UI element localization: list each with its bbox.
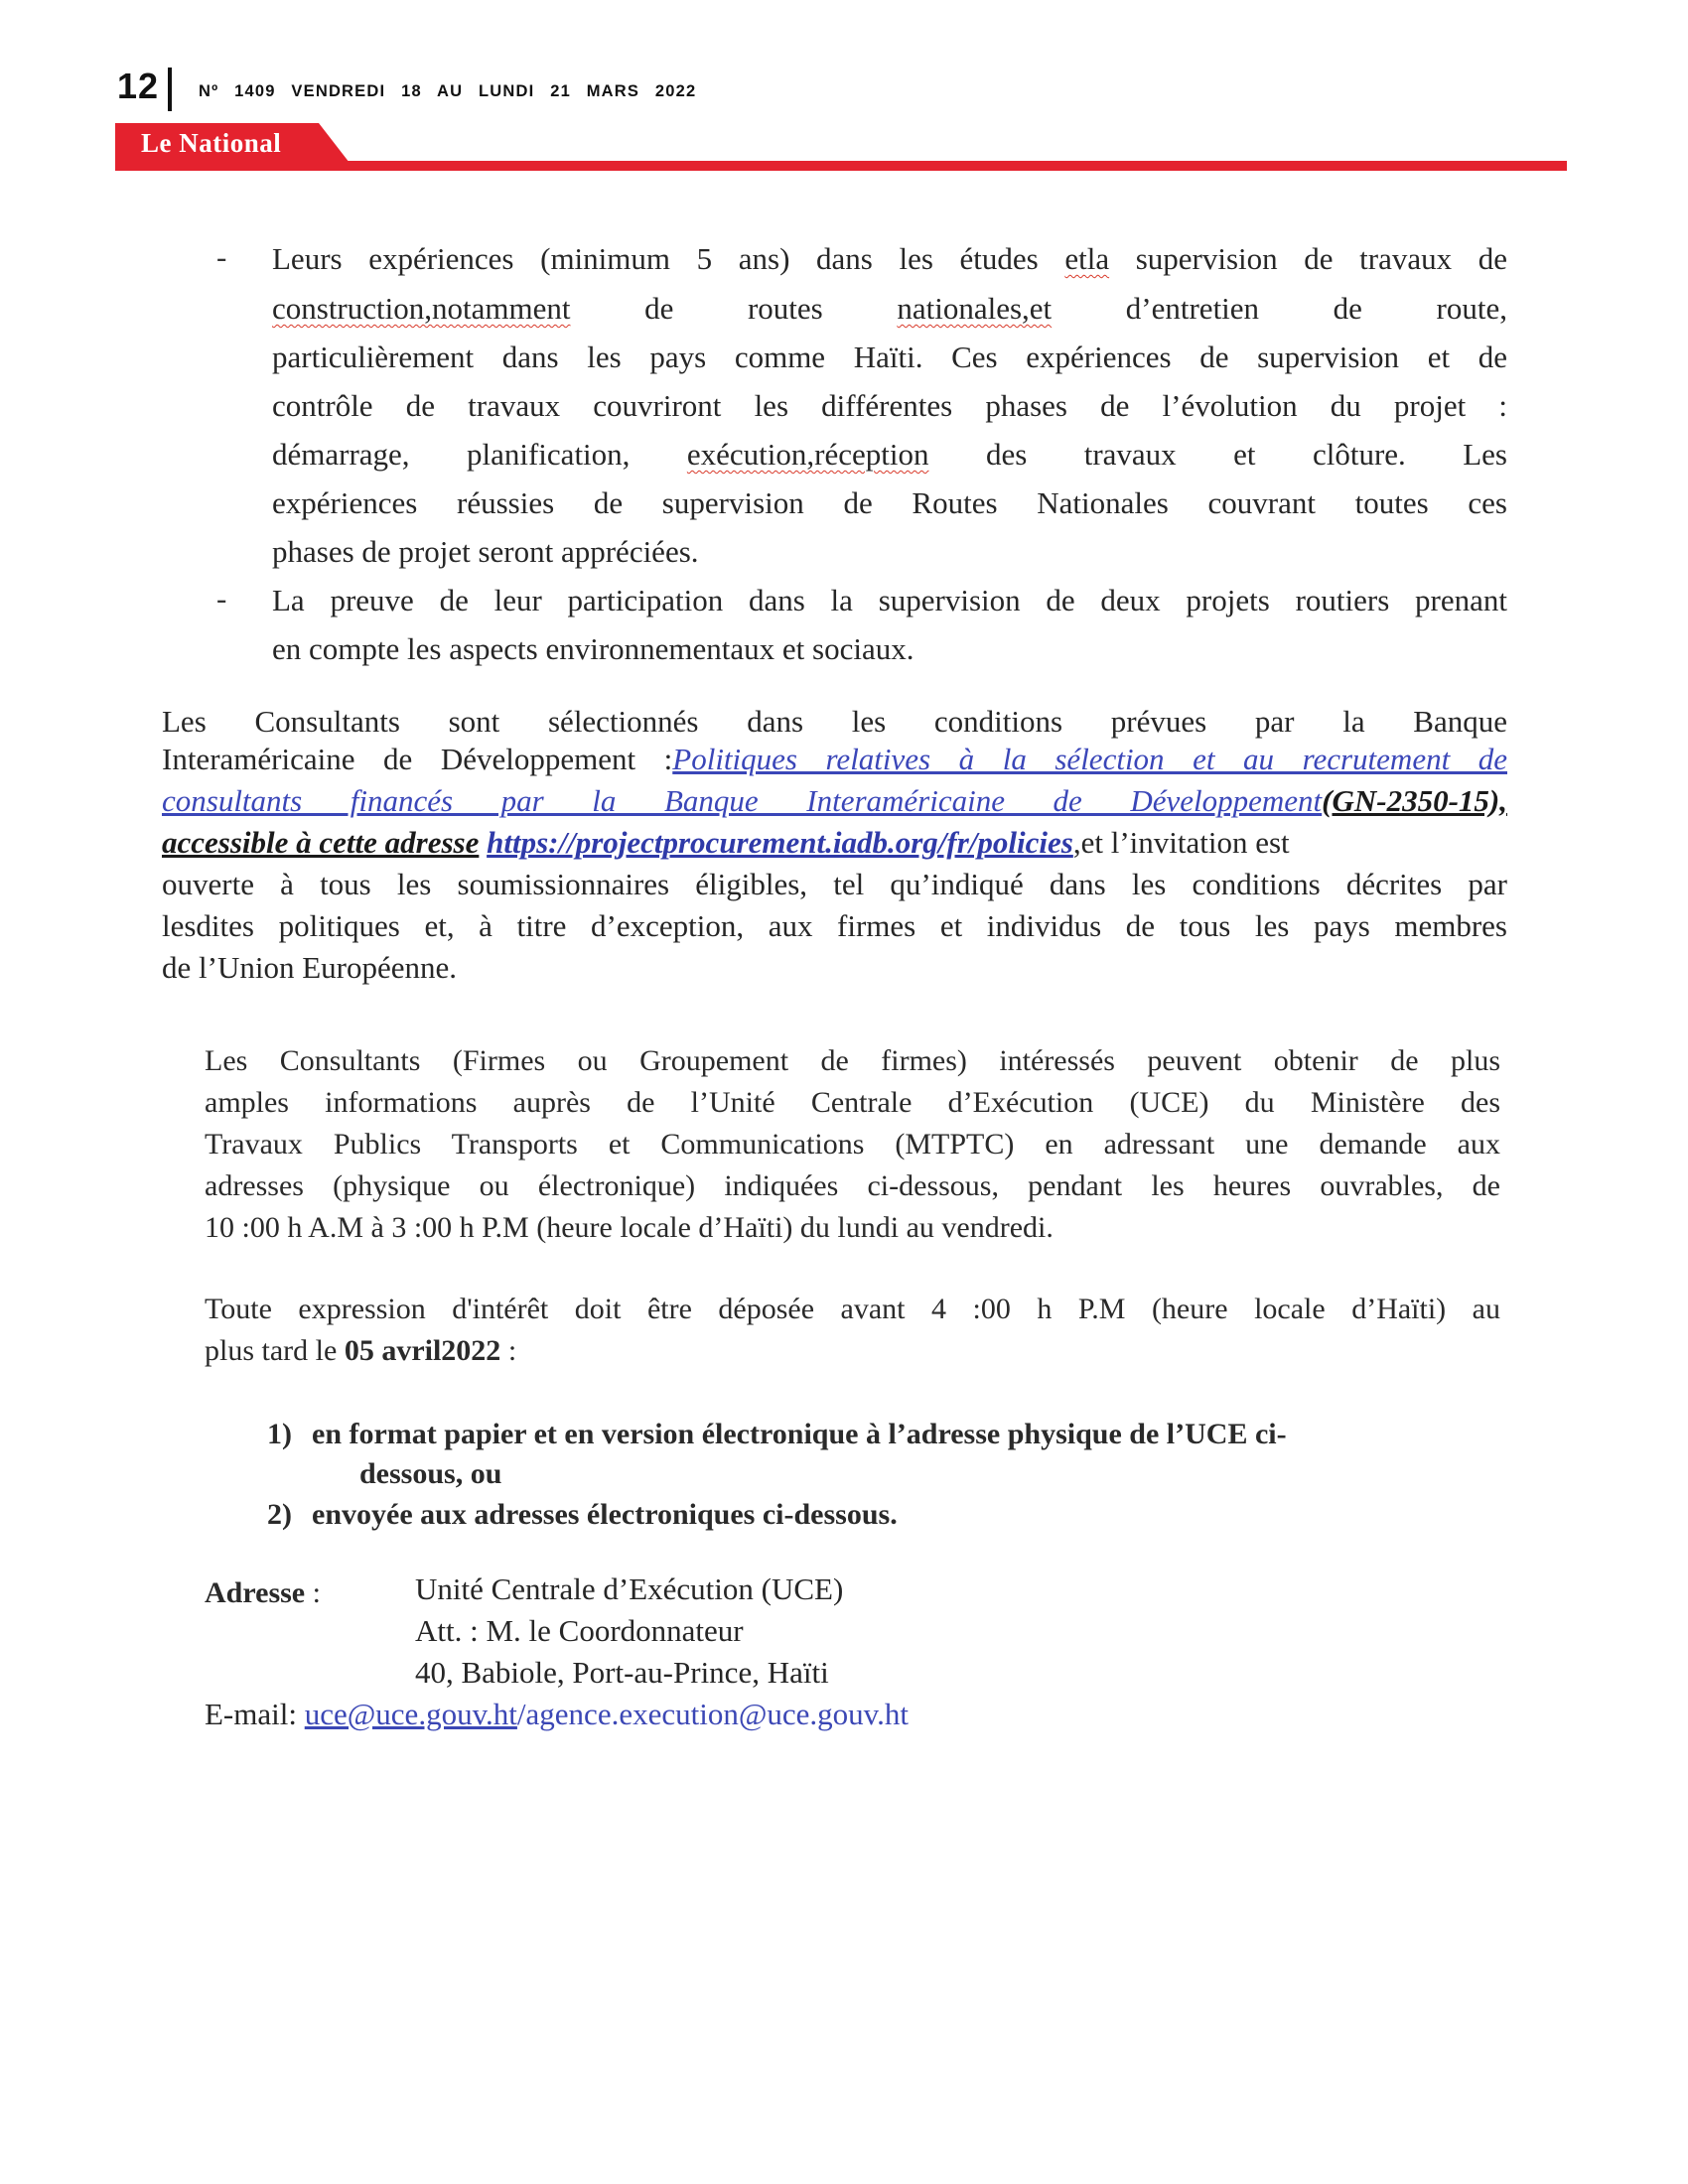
address-line2: Att. : M. le Coordonnateur [415, 1613, 744, 1648]
address-line1: Unité Centrale d’Exécution (UCE) [415, 1571, 844, 1606]
bullet1-line2: construction,notamment de routes nationales,et d’entretien de route, [272, 291, 1507, 326]
selection-line5: ouverte à tous les soumissionnaires éligibles, tel qu’indiqué dans les conditions décrites par [162, 867, 1507, 901]
brand-name: Le National [141, 128, 282, 158]
email-link-uce[interactable]: uce@uce.gouv.ht [304, 1697, 517, 1731]
list-item-1-number: 1) [267, 1418, 292, 1450]
bullet2-line1: La preuve de leur participation dans la supervision de deux projets routiers prenant [272, 583, 1507, 617]
email-link-agence[interactable]: /agence.execution@uce.gouv.ht [516, 1697, 909, 1731]
bullet2-line2: en compte les aspects environnementaux et sociaux. [272, 631, 914, 666]
bullet-dash: - [216, 239, 227, 274]
selection-line1: Les Consultants sont sélectionnés dans les conditions prévues par la Banque [162, 704, 1507, 739]
list-item-1-line1: en format papier et en version électronique à l’adresse physique de l’UCE ci- [312, 1418, 1287, 1450]
list-item-2-line1: envoyée aux adresses électroniques ci-dessous. [312, 1498, 898, 1531]
bullet1-line3: particulièrement dans les pays comme Haïti. Ces expériences de supervision et de [272, 340, 1507, 374]
info-line1: Les Consultants (Firmes ou Groupement de firmes) intéressés peuvent obtenir de plus [205, 1044, 1500, 1077]
header-red-rule [115, 161, 1567, 171]
selection-line4: accessible à cette adresse https://projectprocurement.iadb.org/fr/policies,et l’invitation est [162, 825, 1290, 860]
deadline-line1: Toute expression d'intérêt doit être déposée avant 4 :00 h P.M (heure locale d’Haïti) au [205, 1293, 1500, 1325]
policies-link-cont[interactable]: consultants financés par la Banque Interaméricaine de Développement [162, 783, 1323, 818]
info-line4: adresses (physique ou électronique) indiquées ci-dessous, pendant les heures ouvrables, de [205, 1169, 1500, 1202]
policies-link[interactable]: Politiques relatives à la sélection et au recrutement de [672, 742, 1507, 776]
list-item-2-number: 2) [267, 1498, 292, 1531]
header-divider [168, 68, 172, 111]
selection-line2: Interaméricaine de Développement :Politiques relatives à la sélection et au recrutement de [162, 742, 1507, 776]
selection-line7: de l’Union Européenne. [162, 950, 457, 985]
list-item-1-line2: dessous, ou [359, 1457, 502, 1490]
bullet1-line6: expériences réussies de supervision de Routes Nationales couvrant toutes ces [272, 485, 1507, 520]
info-line5: 10 :00 h A.M à 3 :00 h P.M (heure locale d’Haïti) du lundi au vendredi. [205, 1211, 1054, 1244]
email-line: E-mail: uce@uce.gouv.ht/agence.execution@uce.gouv.ht [205, 1697, 909, 1731]
address-line3: 40, Babiole, Port-au-Prince, Haïti [415, 1655, 829, 1690]
page-number: 12 [117, 66, 160, 106]
selection-line6: lesdites politiques et, à titre d’exception, aux firmes et individus de tous les pays membres [162, 908, 1507, 943]
bullet1-line5: démarrage, planification, exécution,réception des travaux et clôture. Les [272, 437, 1507, 472]
address-label: Adresse : [205, 1576, 321, 1609]
deadline-line2: plus tard le 05 avril2022 : [205, 1334, 517, 1367]
info-line2: amples informations auprès de l’Unité Centrale d’Exécution (UCE) du Ministère des [205, 1086, 1500, 1119]
bullet-dash: - [216, 581, 227, 615]
info-line3: Travaux Publics Transports et Communications (MTPTC) en adressant une demande aux [205, 1128, 1500, 1160]
bullet1-line1: Leurs expériences (minimum 5 ans) dans les études etla supervision de travaux de [272, 241, 1507, 276]
iadb-url-link[interactable]: https://projectprocurement.iadb.org/fr/policies [487, 825, 1073, 860]
bullet1-line4: contrôle de travaux couvriront les différentes phases de l’évolution du projet : [272, 388, 1507, 423]
bullet1-line7: phases de projet seront appréciées. [272, 534, 699, 569]
selection-line3: consultants financés par la Banque Interaméricaine de Développement(GN-2350-15), [162, 783, 1507, 818]
issue-date: Nº 1409 VENDREDI 18 AU LUNDI 21 MARS 2022 [199, 82, 697, 100]
